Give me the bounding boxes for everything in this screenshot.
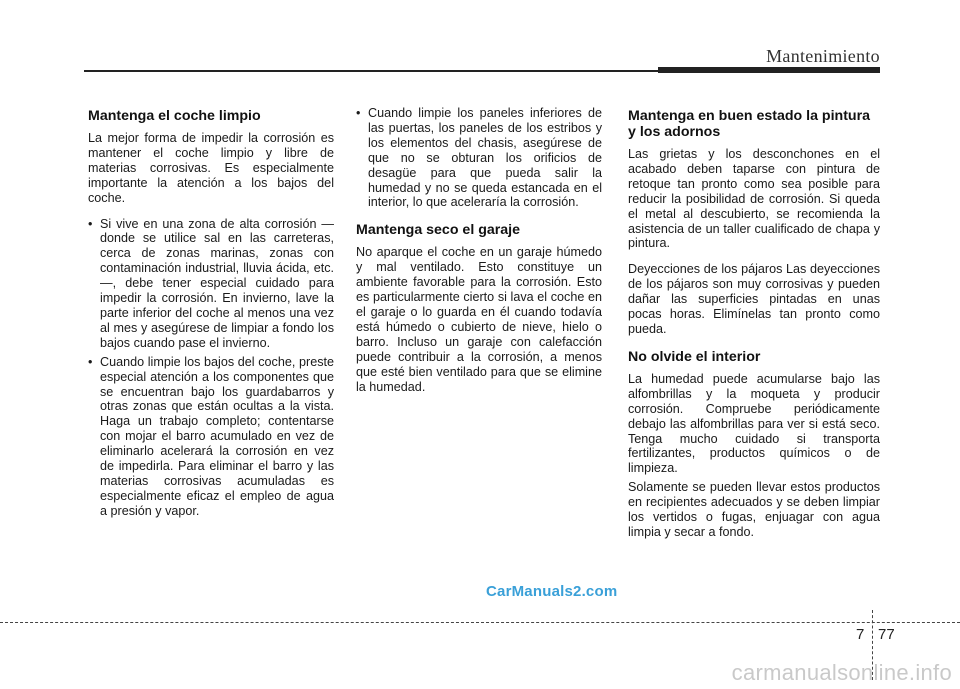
bullet-item: • Cuando limpie los paneles inferiores de las puertas, los paneles de los estribos y los elementos del chasis, asegúrese de que no se obturan los orificios de desagüe para que pueda salir la humedad y no se queda estancada en el interior, lo que aceleraría la corrosión.: [356, 106, 602, 210]
watermark-carmanualsonline: carmanualsonline.info: [731, 660, 952, 685]
bullet-item: • Cuando limpie los bajos del coche, preste especial atención a los componentes que se encuentran bajo los guardabarros y otras zonas que están ocultas a la vista. Haga un trabajo completo; contentarse con mojar el barro acumulado en vez de eliminarlo acelerará la corrosión en vez de impedirla. Para eliminar el barro y las materias corrosivas acumuladas es especialmente eficaz el empleo de agua a presión y vapor.: [88, 355, 334, 519]
chapter-number: 7: [856, 626, 865, 643]
bullet-list-col2: [356, 106, 602, 210]
paragraph-paint: Las grietas y los desconchones en el acabado deben taparse con pintura de retoque tan pronto como sea posible para reducir la posibilidad de corrosión. Si queda el metal al descubierto, se recomienda la asistencia de un taller cualificado de chapa y pintura.: [628, 147, 880, 251]
heading-keep-car-clean: Mantenga el coche limpio: [88, 108, 261, 124]
heading-keep-garage-dry: Mantenga seco el garaje: [356, 222, 521, 239]
bullet-list-col1: [88, 217, 334, 519]
column-2: [356, 106, 602, 405]
header-divider-thin: [84, 70, 658, 72]
paragraph-intro: La mejor forma de impedir la corrosión es mantener el coche limpio y libre de materias corrosivas. Es especialmente importante la atención a los bajos del coche.: [88, 131, 334, 205]
bullet-item: • Si vive en una zona de alta corrosión — donde se utilice sal en las carreteras, cerca de zonas marinas, zonas con contaminación industrial, lluvia ácida, etc.—, debe tener especial cuidado para impedir la corrosión. En invierno, lave la parte inferior del coche al menos una vez al mes y asegúrese de limpiar a fondo los bajos cuando pase el invierno.: [88, 217, 334, 351]
paragraph-garage: No aparque el coche en un garaje húmedo y mal ventilado. Esto constituye un ambiente favorable para la corrosión. Esto es particularmente cierto si lava el coche en el garaje o lo guarda en él cuando todavía está húmedo o cubierto de nieve, hielo o barro. Incluso un garaje con calefacción puede contribuir a la corrosión, a menos que esté bien ventilado para que se elimine la humedad.: [356, 245, 602, 394]
footer-divider: [0, 622, 960, 623]
heading-paint-trim: Mantenga en buen estado la pintura y los adornos: [628, 108, 871, 140]
paragraph-interior: La humedad puede acumularse bajo las alfombrillas y la moqueta y producir corrosión. Compruebe periódicamente debajo las alfombrillas para ver si está seco. Tenga mucho cuidado si transporta fertilizantes, productos químicos o de limpieza.: [628, 371, 880, 476]
column-1: [88, 108, 334, 523]
paragraph-products: Solamente se pueden llevar estos productos en recipientes adecuados y se deben limpiar los vertidos o fugas, enjuagar con agua limpia y secar a fondo.: [628, 480, 880, 539]
column-3: [628, 108, 880, 551]
watermark-carmanuals2: CarManuals2.com: [486, 583, 618, 600]
header-divider-thick: [658, 67, 880, 73]
paragraph-bird-droppings: Deyecciones de los pájaros Las deyecciones de los pájaros son muy corrosivas y pueden dañar las superficies pintadas en unas pocas horas. Elimínelas tan pronto como pueda.: [628, 262, 880, 336]
page-number: 77: [878, 626, 895, 643]
heading-interior: No olvide el interior: [628, 348, 761, 365]
section-title: Mantenimiento: [766, 46, 880, 66]
